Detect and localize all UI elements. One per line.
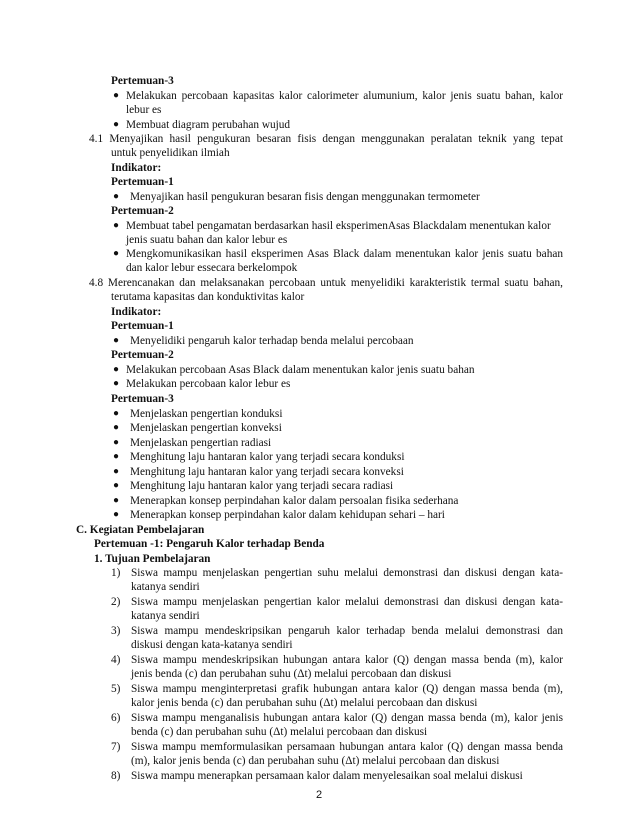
bullet-icon: ● [113,437,120,448]
list-item: Menyajikan hasil pengukuran besaran fisis dengan menggunakan termometer [130,191,480,203]
list-item: Melakukan percobaan Asas Black dalam menentukan kalor jenis suatu bahan [126,364,475,376]
list-item: Siswa mampu menjelaskan pengertian suhu melalui demonstrasi dan diskusi dengan kata- [131,567,563,579]
competency-continuation: terutama kapasitas dan konduktivitas kalor [111,291,305,303]
item-number: 2) [111,596,121,608]
list-item: Siswa mampu memformulasikan persamaan hubungan antara kalor (Q) dengan massa benda [131,741,563,753]
list-item-continuation: katanya sendiri [131,610,200,622]
list-item-continuation: diskusi dengan kata-katanya sendiri [131,639,293,651]
list-item-continuation: dan kalor lebur essecara berkelompok [126,262,298,274]
list-item: Siswa mampu menginterpretasi grafik hubungan antara kalor (Q) dengan massa benda (m), [131,683,563,695]
bullet-icon: ● [113,480,120,491]
meeting-3-heading: Pertemuan-3 [111,393,174,405]
bullet-icon: ● [113,451,120,462]
list-item-continuation: katanya sendiri [131,581,200,593]
list-item: Menerapkan konsep perpindahan kalor dalam kehidupan sehari – hari [130,509,445,521]
item-number: 5) [111,683,121,695]
bullet-icon: ● [113,422,120,433]
meeting-2-heading: Pertemuan-2 [111,205,174,217]
list-item-continuation: benda (c) dan perubahan suhu (Δt) melalui percobaan dan diskusi [131,726,428,738]
bullet-icon: ● [113,119,120,130]
item-number: 6) [111,712,121,724]
bullet-icon: ● [113,378,120,389]
competency-continuation: untuk penyelidikan ilmiah [111,147,230,159]
item-number: 8) [111,770,121,782]
list-item: Menghitung laju hantaran kalor yang terjadi secara radiasi [130,480,394,492]
list-item: Menjelaskan pengertian konduksi [130,408,283,420]
meeting-3-heading: Pertemuan-3 [111,75,174,87]
list-item: Siswa mampu mendeskripsikan hubungan antara kalor (Q) dengan massa benda (m), kalor [131,654,563,666]
list-item-continuation: (m), kalor jenis benda (c) dan perubahan suhu (Δt) melalui percobaan dan diskusi [131,755,500,767]
list-item-continuation: jenis suatu bahan dan kalor lebur es [126,234,288,246]
indicator-heading: Indikator: [111,162,162,174]
section-c-heading: C. Kegiatan Pembelajaran [76,524,205,536]
list-item: Menjelaskan pengertian radiasi [130,437,272,449]
bullet-icon: ● [113,335,120,346]
list-item: Menjelaskan pengertian konveksi [130,422,282,434]
list-item-continuation: kalor jenis benda (c) dan perubahan suhu (Δt) melalui percobaan dan diskusi [131,697,478,709]
list-item: Siswa mampu menerapkan persamaan kalor dalam menyelesaikan soal melalui diskusi [131,770,523,782]
meeting-1-heading: Pertemuan-1 [111,176,174,188]
bullet-icon: ● [113,90,120,101]
list-item: Siswa mampu menganalisis hubungan antara kalor (Q) dengan massa benda (m), kalor jenis [131,712,563,724]
list-item: Membuat diagram perubahan wujud [126,119,291,131]
indicator-heading: Indikator: [111,306,162,318]
list-item-continuation: lebur es [126,104,162,116]
item-number: 1) [111,567,121,579]
bullet-icon: ● [113,248,120,259]
list-item: Menghitung laju hantaran kalor yang terjadi secara konduksi [130,451,405,463]
list-item: Menghitung laju hantaran kalor yang terjadi secara konveksi [130,466,404,478]
list-item: Membuat tabel pengamatan berdasarkan hasil eksperimenAsas Blackdalam menentukan kalor [126,220,551,232]
list-item: Mengkomunikasikan hasil eksperimen Asas Black dalam menentukan kalor jenis suatu bahan [126,248,563,260]
bullet-icon: ● [113,364,120,375]
bullet-icon: ● [113,408,120,419]
list-item: Melakukan percobaan kapasitas kalor calorimeter alumunium, kalor jenis suatu bahan, kalor [126,90,563,102]
bullet-icon: ● [113,495,120,506]
bullet-icon: ● [113,466,120,477]
item-number: 3) [111,625,121,637]
bullet-icon: ● [113,220,120,231]
competency-4-1: 4.1 Menyajikan hasil pengukuran besaran fisis dengan menggunakan peralatan teknik yang tepat [89,133,563,145]
item-number: 7) [111,741,121,753]
list-item: Siswa mampu menjelaskan pengertian kalor melalui demonstrasi dan diskusi dengan kata- [131,596,563,608]
list-item: Melakukan percobaan kalor lebur es [126,378,291,390]
meeting-1-heading: Pertemuan-1 [111,320,174,332]
competency-4-8: 4.8 Merencanakan dan melaksanakan percobaan untuk menyelidiki karakteristik termal suatu bahan, [89,277,563,289]
learning-objectives-heading: 1. Tujuan Pembelajaran [94,553,211,565]
list-item: Menyelidiki pengaruh kalor terhadap benda melalui percobaan [130,335,414,347]
list-item-continuation: jenis benda (c) dan perubahan suhu (Δt) melalui percobaan dan diskusi [131,668,452,680]
meeting-heading: Pertemuan -1: Pengaruh Kalor terhadap Benda [94,538,325,550]
page-number: 2 [315,789,323,801]
item-number: 4) [111,654,121,666]
meeting-2-heading: Pertemuan-2 [111,349,174,361]
bullet-icon: ● [113,191,120,202]
list-item: Siswa mampu mendeskripsikan pengaruh kalor terhadap benda melalui demonstrasi dan [131,625,563,637]
list-item: Menerapkan konsep perpindahan kalor dalam persoalan fisika sederhana [130,495,459,507]
bullet-icon: ● [113,509,120,520]
